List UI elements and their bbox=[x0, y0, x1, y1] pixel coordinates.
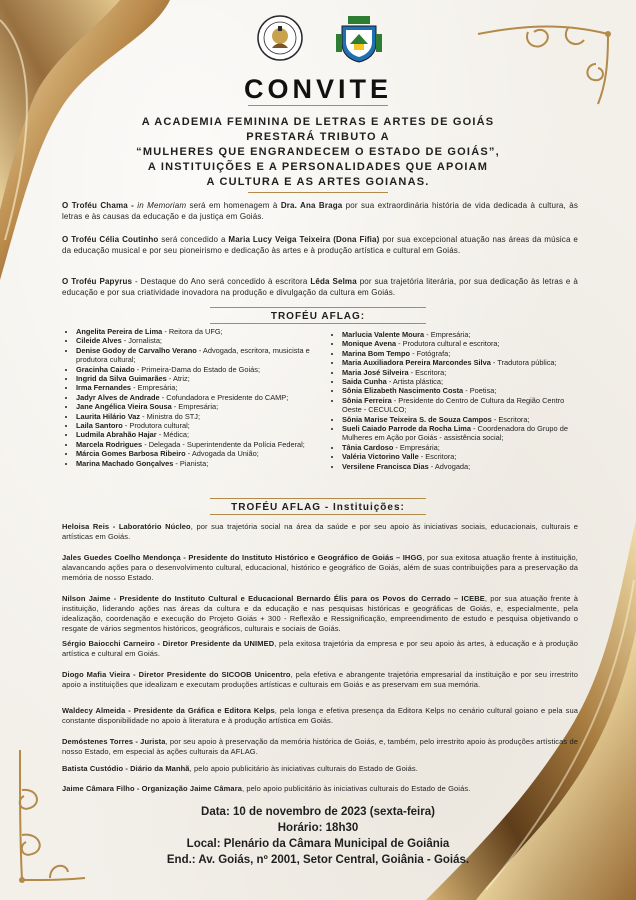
event-time: Horário: 18h30 bbox=[277, 822, 359, 834]
honoree-list-item bbox=[76, 383, 324, 392]
subtitle-line: A INSTITUIÇÕES E A PERSONALIDADES QUE APOIAM bbox=[147, 161, 489, 173]
honoree-list-item bbox=[342, 330, 586, 339]
event-place: Local: Plenário da Câmara Municipal de Goiânia bbox=[186, 838, 450, 850]
honoree-role: - Atriz; bbox=[166, 374, 190, 384]
institution-entry: Waldecy Almeida - Presidente da Gráfica e Editora Kelps, pela longa e efetiva presença da Editora Kelps no cenário cultural goiano e pela sua constante disponibilidade no apoio à literatura e à produção artística em Goiás. bbox=[62, 706, 578, 726]
honoree-role: - Escritora; bbox=[418, 452, 457, 462]
event-details bbox=[120, 804, 516, 868]
honoree-name: Cileide Alves bbox=[76, 336, 122, 346]
honoree-role: - Produtora cultural e escritora; bbox=[396, 339, 500, 349]
honoree-role: - Advogada; bbox=[428, 461, 471, 471]
honoree-role: - Empresária; bbox=[171, 402, 219, 412]
honoree-role: - Delegada - Superintendente da Polícia Federal; bbox=[142, 439, 305, 449]
honoree-name: Laila Santoro bbox=[76, 421, 123, 431]
honoree-role: - Advogada, escritora, musicista e produtora cultural; bbox=[76, 345, 310, 365]
honoree-role: - Tradutora pública; bbox=[490, 358, 557, 368]
honoree-name: Ludmila Abrahão Hajar bbox=[76, 430, 157, 440]
honoree-list-item bbox=[76, 365, 324, 374]
honoree-name: Sônia Ferreira bbox=[342, 395, 392, 405]
honoree-role: - Jornalista; bbox=[121, 336, 162, 346]
honoree-name: Marina Bom Tempo bbox=[342, 348, 411, 358]
subtitle-line: A CULTURA E AS ARTES GOIANAS. bbox=[206, 176, 430, 188]
subtitle-line: A ACADEMIA FEMININA DE LETRAS E ARTES DE GOIÁS bbox=[141, 116, 495, 128]
aflag-list-left bbox=[62, 327, 324, 468]
institution-entry: Batista Custódio - Diário da Manhã, pelo apoio publicitário às iniciativas culturais do Estado de Goiás. bbox=[62, 764, 418, 773]
institution-entry: Nilson Jaime - Presidente do Instituto Cultural e Educacional Bernardo Élis para os Povos do Cerrado – ICEBE, por sua atuação frente à instituição, liderando ações nas áreas da cultura e da educação e nas pesquisas históricas e geográficas de Goiás, e, especialmente, pela idealização, coordenação e execução do Projeto Goiás + 300 - Reflexão e Ressignificação, empreendimento de estudo e pesquisa objetivando o resgate de vários segmentos históricos, geográficos, culturais e sociais de Goiás. bbox=[62, 594, 578, 634]
honoree-list-item bbox=[76, 459, 324, 468]
honoree-role: - Empresária; bbox=[131, 383, 178, 393]
subtitle-line: “MULHERES QUE ENGRANDECEM O ESTADO DE GOIÁS”, bbox=[136, 146, 500, 158]
section-divider bbox=[210, 323, 426, 324]
event-date: Data: 10 de novembro de 2023 (sexta-feira) bbox=[201, 806, 435, 818]
honoree-role: - Escritora; bbox=[491, 414, 530, 424]
honoree-list-item bbox=[342, 462, 586, 471]
section-divider bbox=[210, 307, 426, 308]
honoree-role: - Médica; bbox=[156, 430, 190, 440]
honoree-list-item bbox=[76, 402, 324, 411]
honoree-list-item bbox=[342, 339, 586, 348]
trophy-chama-paragraph: O Troféu Chama - in Memoriam será em homenagem à Dra. Ana Braga por sua extraordinária história de vida dedicada à cultura, às letras e às causas da educação e da justiça em Goiás. bbox=[62, 201, 578, 222]
honoree-role: - Empresária; bbox=[393, 442, 440, 452]
honoree-list-item bbox=[342, 396, 586, 415]
honoree-role: - Reitora da UFG; bbox=[162, 327, 223, 336]
gold-flourish-bottom-left bbox=[10, 740, 90, 890]
section-divider bbox=[210, 514, 426, 515]
honoree-role: - Fotógrafa; bbox=[410, 348, 451, 358]
page-title: CONVITE bbox=[243, 74, 392, 104]
invitation-subtitle bbox=[80, 115, 556, 190]
honoree-name: Tânia Cardoso bbox=[342, 442, 394, 452]
institution-entry: Demóstenes Torres - Jurista, por seu apoio à preservação da memória histórica de Goiás, e, também, pelo irrestrito apoio às produções artísticas de nosso Estado, em especial às ações culturais da AFLAG. bbox=[62, 737, 578, 757]
honoree-list-item bbox=[342, 349, 586, 358]
goias-coat-of-arms-icon bbox=[334, 14, 384, 64]
honoree-list-item bbox=[76, 430, 324, 439]
honoree-role: - Coordenadora do Grupo de Mulheres em Ação por Goiás - assistência social; bbox=[342, 424, 568, 443]
section-divider bbox=[210, 498, 426, 499]
honoree-name: Jadyr Alves de Andrade bbox=[76, 392, 160, 402]
honoree-name: Sônia Elizabeth Nascimento Costa bbox=[342, 386, 464, 396]
honoree-role: - Cofundadora e Presidente do CAMP; bbox=[159, 392, 289, 402]
honoree-name: Saida Cunha bbox=[342, 377, 387, 387]
honoree-list-item bbox=[342, 415, 586, 424]
honoree-name: Maria José Silveira bbox=[342, 367, 409, 377]
honoree-list-item bbox=[76, 393, 324, 402]
logo-bar bbox=[0, 14, 636, 66]
honoree-list-item bbox=[76, 421, 324, 430]
institution-entry: Sérgio Baiocchi Carneiro - Diretor Presidente da UNIMED, pela exitosa trajetória da empresa e por seu apoio às artes, à educação e à produção artística e cultural em Goiás. bbox=[62, 639, 578, 659]
honoree-name: Marlucia Valente Moura bbox=[342, 330, 425, 339]
aflag-list-right bbox=[328, 330, 586, 471]
honoree-name: Irma Fernandes bbox=[76, 383, 132, 393]
honoree-list-item bbox=[76, 412, 324, 421]
honoree-role: - Poetisa; bbox=[463, 386, 497, 396]
honoree-list-item bbox=[76, 440, 324, 449]
honoree-role: - Presidente do Centro de Cultura da Região Centro Oeste - CECULCO; bbox=[342, 395, 565, 415]
trophy-celia-paragraph: O Troféu Célia Coutinho será concedido a Maria Lucy Veiga Teixeira (Dona Fifia) por sua excepcional atuação nas áreas da música e da educação musical e por seu pioneirismo e dedicação às artes e à produção artística e cultural em Goiás. bbox=[62, 235, 578, 256]
honoree-name: Laurita Hilário Vaz bbox=[76, 411, 141, 421]
honoree-list-item bbox=[342, 452, 586, 461]
subtitle-line: PRESTARÁ TRIBUTO A bbox=[246, 131, 390, 143]
honoree-list-item bbox=[76, 346, 324, 365]
honoree-role: - Advogada da União; bbox=[185, 449, 259, 459]
institution-entry: Jales Guedes Coelho Mendonça - Presidente do Instituto Histórico e Geográfico de Goiás – IHGG, por sua exitosa atuação frente à instituição, alavancando ações para o desenvolvimento cultural, educacional, histórico e geográfico de Goiás, além de suas contribuições para a preservação da memória de nosso Estado. bbox=[62, 553, 578, 583]
honoree-name: Denise Godoy de Carvalho Verano bbox=[76, 345, 197, 355]
honoree-role: - Escritora; bbox=[408, 367, 447, 377]
honoree-name: Jane Angélica Vieira Sousa bbox=[76, 402, 172, 412]
title-divider bbox=[248, 105, 388, 106]
honoree-list-item bbox=[76, 449, 324, 458]
honoree-name: Angelita Pereira de Lima bbox=[76, 327, 163, 336]
honoree-name: Ingrid da Silva Guimarães bbox=[76, 374, 167, 384]
honoree-list-item bbox=[342, 443, 586, 452]
honoree-role: - Artista plástica; bbox=[386, 377, 444, 387]
institution-entry: Jaime Câmara Filho - Organização Jaime Câmara, pelo apoio publicitário às iniciativas culturais do Estado de Goiás. bbox=[62, 784, 471, 793]
institution-entry: Heloisa Reis - Laboratório Núcleo, por sua trajetória social na área da saúde e por seu apoio às iniciativas sociais, educacionais, culturais e artísticas em Goiás. bbox=[62, 522, 578, 542]
honoree-role: - Primeira-Dama do Estado de Goiás; bbox=[134, 364, 261, 374]
honoree-name: Sueli Caiado Parrode da Rocha Lima bbox=[342, 424, 471, 434]
honoree-name: Gracinha Caiado bbox=[76, 364, 135, 374]
honoree-list-item bbox=[76, 327, 324, 336]
trophy-papyrus-paragraph: O Troféu Papyrus - Destaque do Ano será concedido à escritora Lêda Selma por sua trajetória literária, por sua dedicação às letras e à educação e por sua criatividade inovadora na produção e divulgação da cultura em Goiás. bbox=[62, 277, 579, 298]
honoree-name: Maria Auxiliadora Pereira Marcondes Silva bbox=[342, 358, 491, 368]
honoree-list-item bbox=[76, 374, 324, 383]
honoree-name: Versilene Francisca Dias bbox=[342, 461, 429, 471]
honoree-list-item bbox=[342, 386, 586, 395]
honoree-list-item bbox=[342, 424, 586, 443]
honoree-role: - Pianista; bbox=[173, 458, 209, 468]
honoree-name: Márcia Gomes Barbosa Ribeiro bbox=[76, 449, 186, 459]
academy-seal-icon bbox=[256, 14, 304, 62]
honoree-name: Marina Machado Gonçalves bbox=[76, 458, 174, 468]
honoree-name: Sônia Marise Teixeira S. de Souza Campos bbox=[342, 414, 492, 424]
honoree-name: Marcela Rodrigues bbox=[76, 439, 143, 449]
honoree-name: Valéria Victorino Valle bbox=[342, 452, 419, 462]
honoree-list-item bbox=[342, 377, 586, 386]
honoree-list-item bbox=[76, 336, 324, 345]
honoree-role: - Ministra do STJ; bbox=[140, 411, 201, 421]
section-heading-aflag: TROFÉU AFLAG: bbox=[270, 311, 366, 322]
honoree-role: - Produtora cultural; bbox=[122, 421, 190, 431]
subtitle-divider bbox=[248, 192, 388, 193]
honoree-list-item bbox=[342, 368, 586, 377]
honoree-list-item bbox=[342, 358, 586, 367]
section-heading-institutions: TROFÉU AFLAG - Instituições: bbox=[231, 502, 405, 513]
event-address: End.: Av. Goiás, nº 2001, Setor Central, Goiânia - Goiás. bbox=[166, 854, 470, 866]
honoree-name: Monique Avena bbox=[342, 339, 397, 349]
institution-entry: Diogo Mafia Vieira - Diretor Presidente do SICOOB Unicentro, pela efetiva e abrangente trajetória empresarial da instituição e por seu irrestrito apoio a instituições que idealizam e executam produções artísticas e culturais em Goiás e as preservam em sua memória. bbox=[62, 670, 578, 690]
honoree-role: - Empresária; bbox=[424, 330, 471, 339]
